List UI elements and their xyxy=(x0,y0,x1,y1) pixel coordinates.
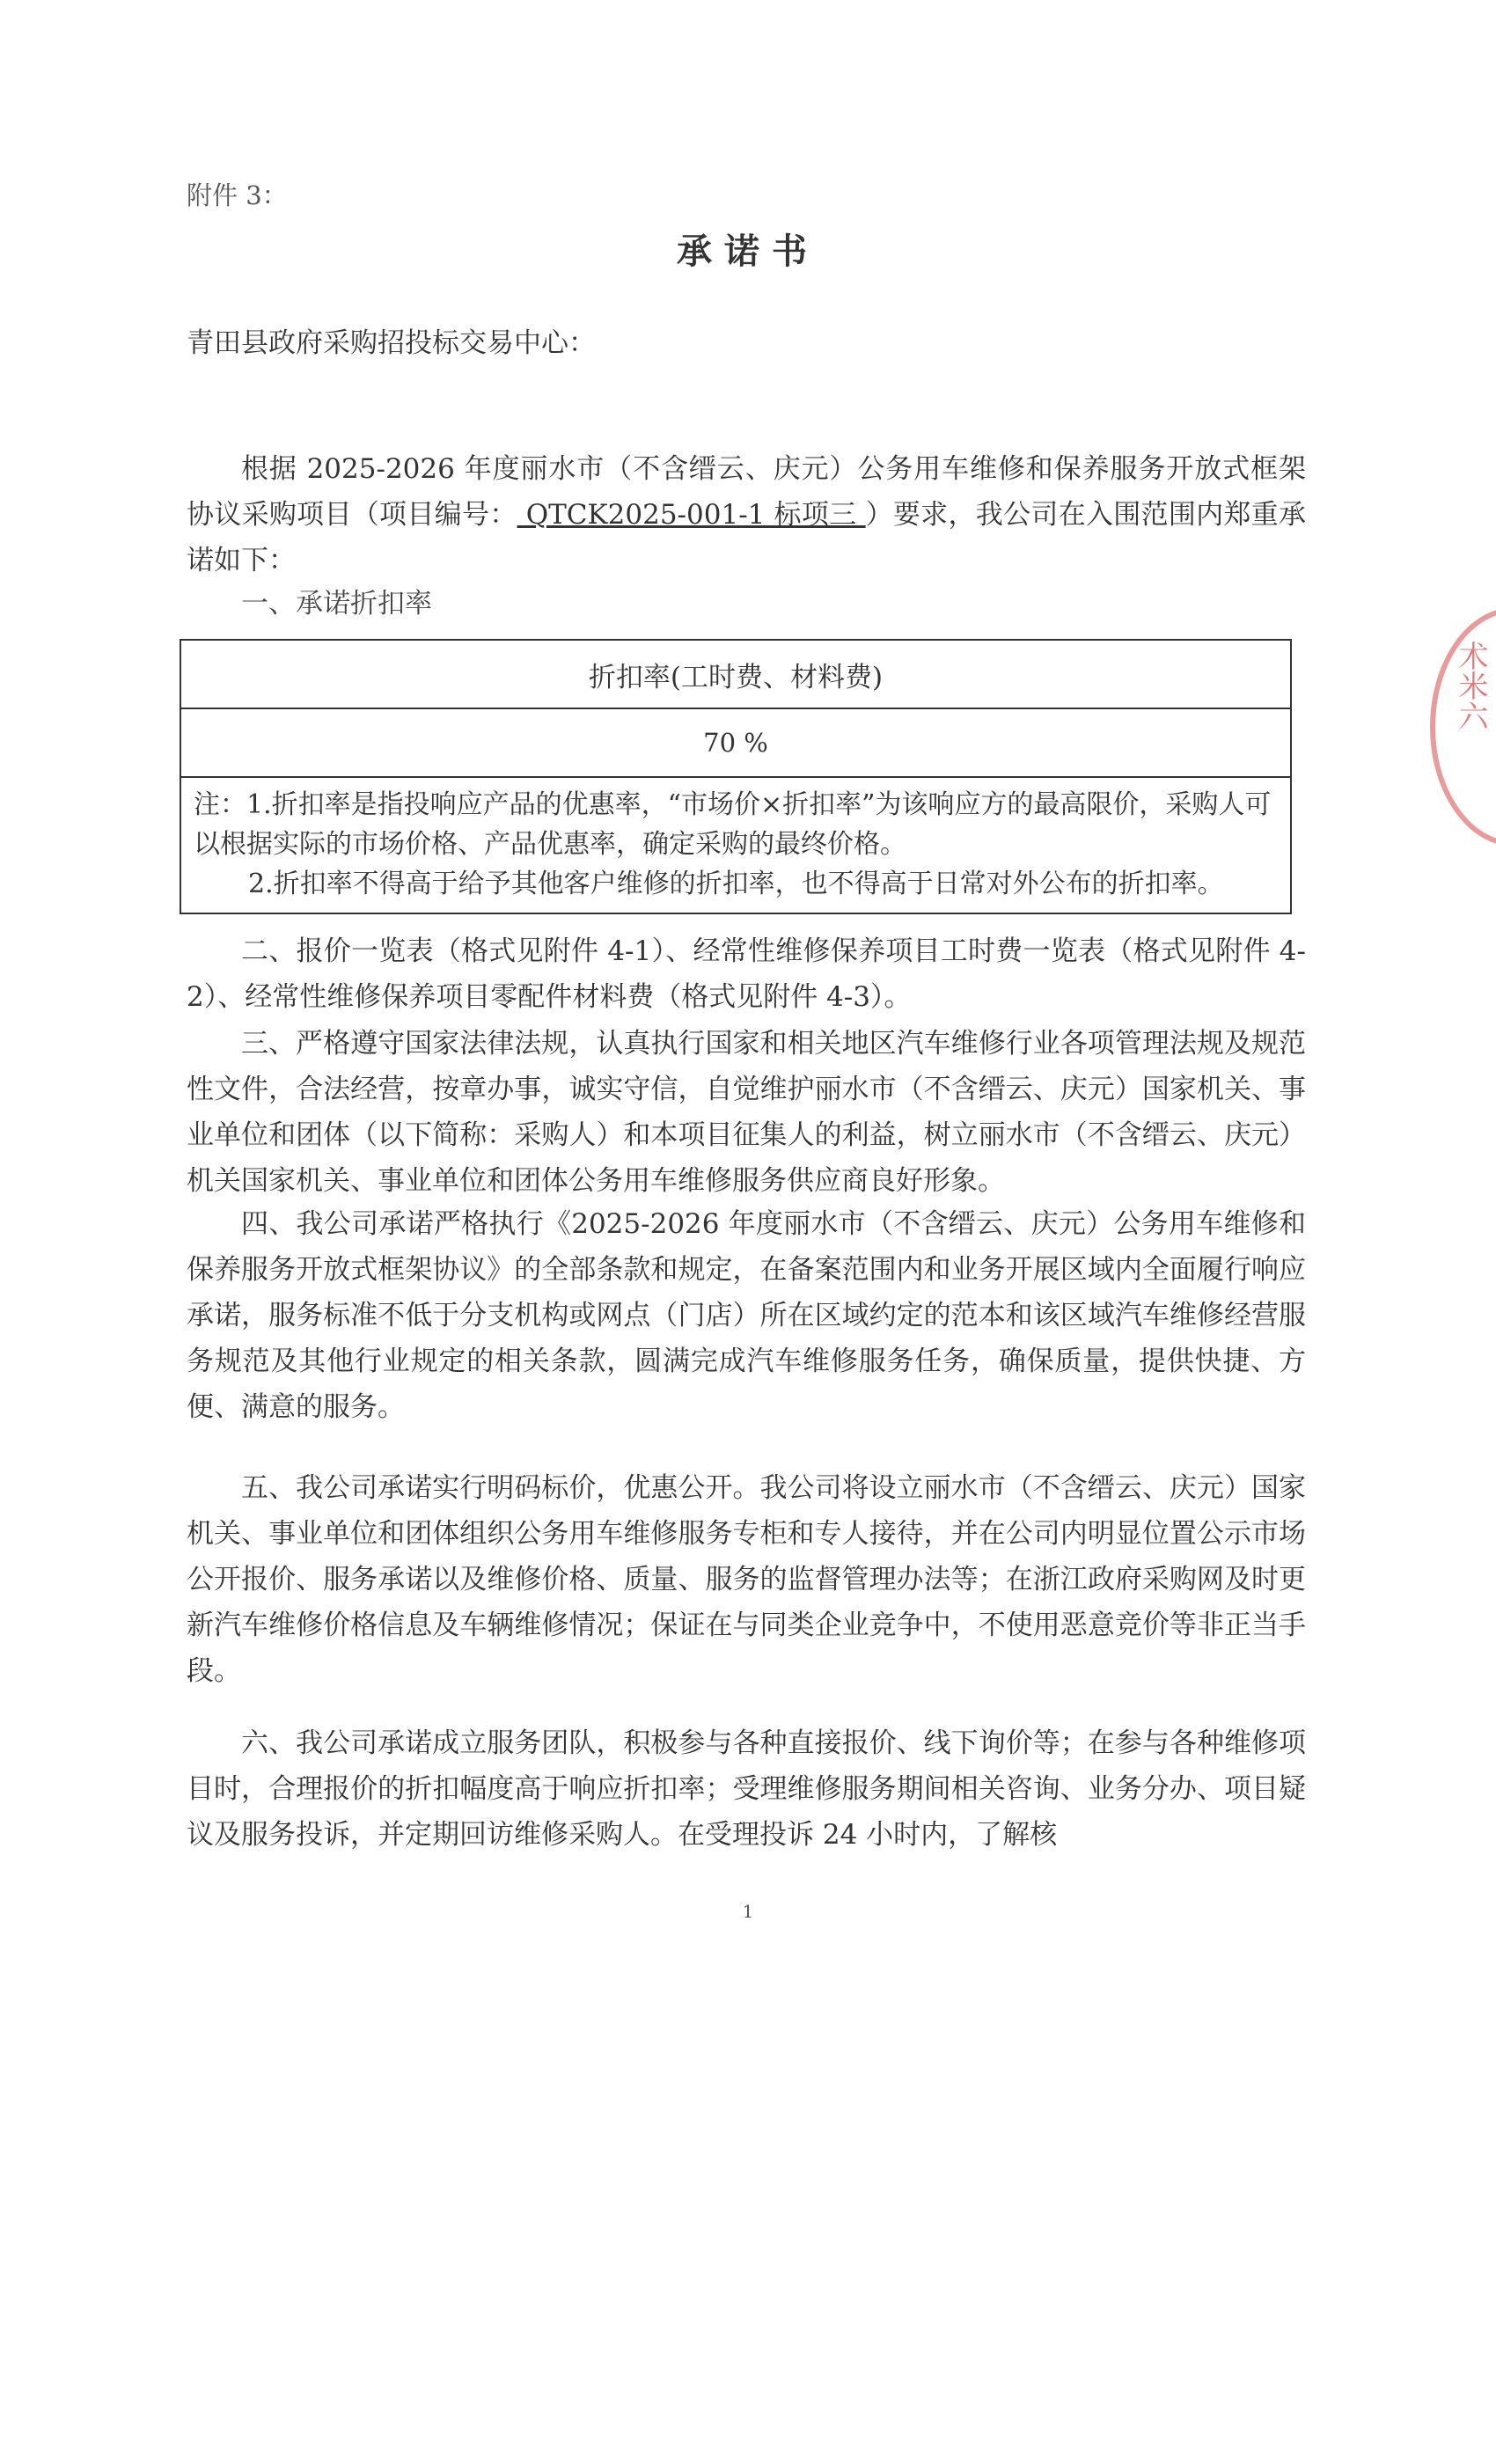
table-header-cell: 折扣率(工时费、材料费) xyxy=(181,641,1290,709)
project-number: QTCK2025-001-1 标项三 xyxy=(517,499,866,531)
section-heading-discount: 一、承诺折扣率 xyxy=(241,588,432,620)
paragraph-4: 四、我公司承诺严格执行《2025-2026 年度丽水市（不含缙云、庆元）公务用车维修和保养服务开放式框架协议》的全部条款和规定，在备案范围内和业务开展区域内全面履行响应承诺，服务标准不低于分支机构或网点（门店）所在区域约定的范本和该区域汽车维修经营服务规范及其他行业规定的相关条款，圆满完成汽车维修服务任务，确保质量，提供快捷、方便、满意的服务。 xyxy=(187,1208,1306,1423)
intro-text-before: 根据 2025-2026 年度丽水市（不含缙云、庆元）公务用车维修和保养服务开放式框架协议采购项目（项目编号： xyxy=(187,453,1306,531)
table-note-cell xyxy=(181,778,1290,913)
table-note-2: 2.折扣率不得高于给予其他客户维修的折扣率，也不得高于日常对外公布的折扣率。 xyxy=(248,869,1224,899)
attachment-label: 附件 3： xyxy=(187,180,288,210)
paragraph-2: 二、报价一览表（格式见附件 4-1）、经常性维修保养项目工时费一览表（格式见附件 4-2）、经常性维修保养项目零配件材料费（格式见附件 4-3）。 xyxy=(187,935,1306,1013)
page-number: 1 xyxy=(742,1901,754,1922)
seal-text: 术米六 xyxy=(1453,641,1488,730)
page-title: 承诺书 xyxy=(677,231,819,272)
paragraph-5: 五、我公司承诺实行明码标价，优惠公开。我公司将设立丽水市（不含缙云、庆元）国家机关、事业单位和团体组织公务用车维修服务专柜和专人接待，并在公司内明显位置公示市场公开报价、服务承诺以及维修价格、质量、服务的监督管理办法等；在浙江政府采购网及时更新汽车维修价格信息及车辆维修情况；保证在与同类企业竞争中，不使用恶意竞价等非正当手段。 xyxy=(187,1472,1306,1687)
intro-text-after: ）要求，我公司在入围范围内郑重承诺如下： xyxy=(187,499,1307,576)
table-value-cell: 70 % xyxy=(181,709,1290,778)
table-note-1: 注：1.折扣率是指投响应产品的优惠率，“市场价×折扣率”为该响应方的最高限价，采购人可以根据实际的市场价格、产品优惠率，确定采购的最终价格。 xyxy=(194,789,1272,860)
paragraph-6: 六、我公司承诺成立服务团队，积极参与各种直接报价、线下询价等；在参与各种维修项目时，合理报价的折扣幅度高于响应折扣率；受理维修服务期间相关咨询、业务分办、项目疑议及服务投诉，并定期回访维修采购人。在受理投诉 24 小时内，了解核 xyxy=(187,1727,1306,1851)
discount-table xyxy=(180,639,1292,914)
intro-paragraph xyxy=(187,446,1306,583)
paragraph-3: 三、严格遵守国家法律法规，认真执行国家和相关地区汽车维修行业各项管理法规及规范性文件，合法经营，按章办事，诚实守信，自觉维护丽水市（不含缙云、庆元）国家机关、事业单位和团体（以下简称：采购人）和本项目征集人的利益，树立丽水市（不含缙云、庆元）机关国家机关、事业单位和团体公务用车维修服务供应商良好形象。 xyxy=(187,1028,1306,1197)
recipient-line: 青田县政府采购招投标交易中心： xyxy=(187,327,596,359)
